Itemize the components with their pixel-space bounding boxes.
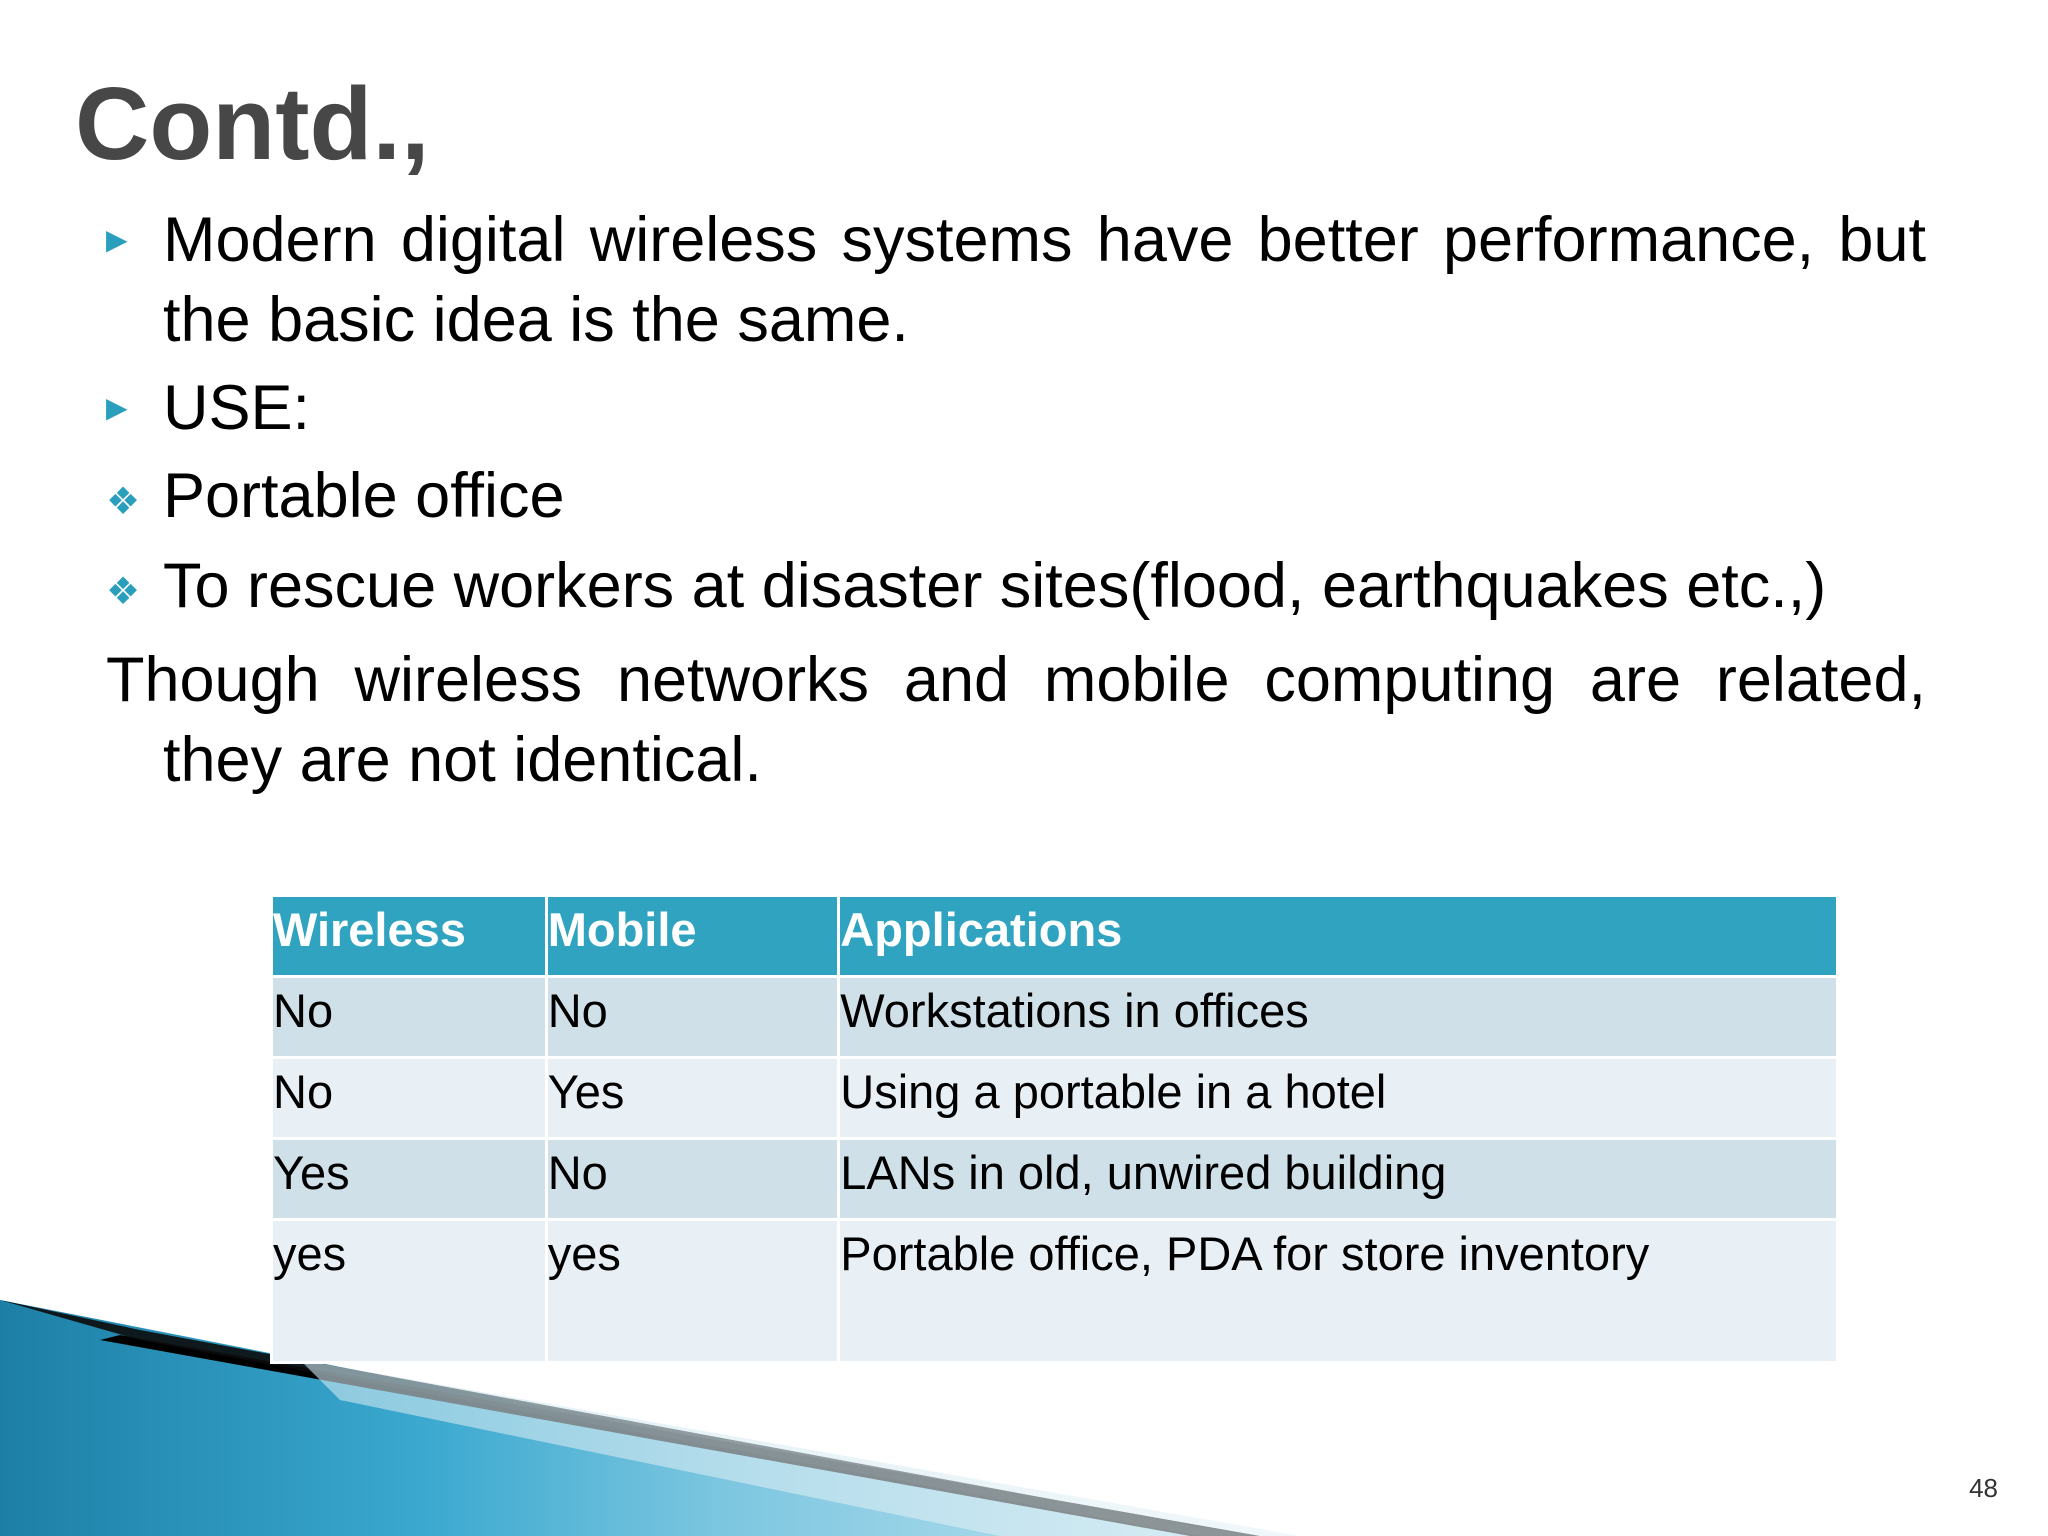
column-header-applications: Applications bbox=[839, 896, 1838, 977]
column-header-wireless: Wireless bbox=[272, 896, 547, 977]
column-header-mobile: Mobile bbox=[546, 896, 839, 977]
paragraph-line: they are not identical. bbox=[163, 725, 762, 795]
diamond-bullet-icon: ❖ bbox=[106, 571, 141, 613]
table-cell: yes bbox=[272, 1220, 547, 1363]
table-cell: yes bbox=[546, 1220, 839, 1363]
table-cell: No bbox=[272, 977, 547, 1058]
triangle-bullet-icon: ▶ bbox=[106, 224, 128, 255]
paragraph-line: Though wireless networks and mobile computing are related, bbox=[106, 645, 1926, 715]
table-row bbox=[272, 1220, 1838, 1363]
table-cell: Yes bbox=[546, 1058, 839, 1139]
page-number: 48 bbox=[1969, 1473, 1998, 1503]
bullet-text: Modern digital wireless systems have better performance, but the basic idea is the same. bbox=[163, 205, 1926, 355]
bullet-item bbox=[106, 456, 1926, 536]
table-cell: No bbox=[272, 1058, 547, 1139]
table-row bbox=[272, 1058, 1838, 1139]
body-paragraph bbox=[106, 640, 1926, 800]
table-row bbox=[272, 977, 1838, 1058]
table-cell: No bbox=[546, 1139, 839, 1220]
table-header-row bbox=[272, 896, 1838, 977]
bullet-item bbox=[106, 368, 1926, 448]
table-row bbox=[272, 1139, 1838, 1220]
table-cell: Yes bbox=[272, 1139, 547, 1220]
bullet-item bbox=[106, 546, 1926, 626]
bullet-text: USE: bbox=[163, 373, 311, 443]
table-cell: Workstations in offices bbox=[839, 977, 1838, 1058]
slide-title: Contd., bbox=[75, 66, 430, 181]
bullet-item bbox=[106, 200, 1926, 360]
table-cell: Portable office, PDA for store inventory bbox=[839, 1220, 1838, 1363]
bullet-text: To rescue workers at disaster sites(flood, earthquakes etc.,) bbox=[163, 551, 1827, 621]
table-cell: No bbox=[546, 977, 839, 1058]
comparison-table bbox=[270, 894, 1839, 1364]
bullet-text: Portable office bbox=[163, 461, 565, 531]
triangle-bullet-icon: ▶ bbox=[106, 392, 128, 423]
table-cell: LANs in old, unwired building bbox=[839, 1139, 1838, 1220]
diamond-bullet-icon: ❖ bbox=[106, 481, 141, 523]
table-cell: Using a portable in a hotel bbox=[839, 1058, 1838, 1139]
